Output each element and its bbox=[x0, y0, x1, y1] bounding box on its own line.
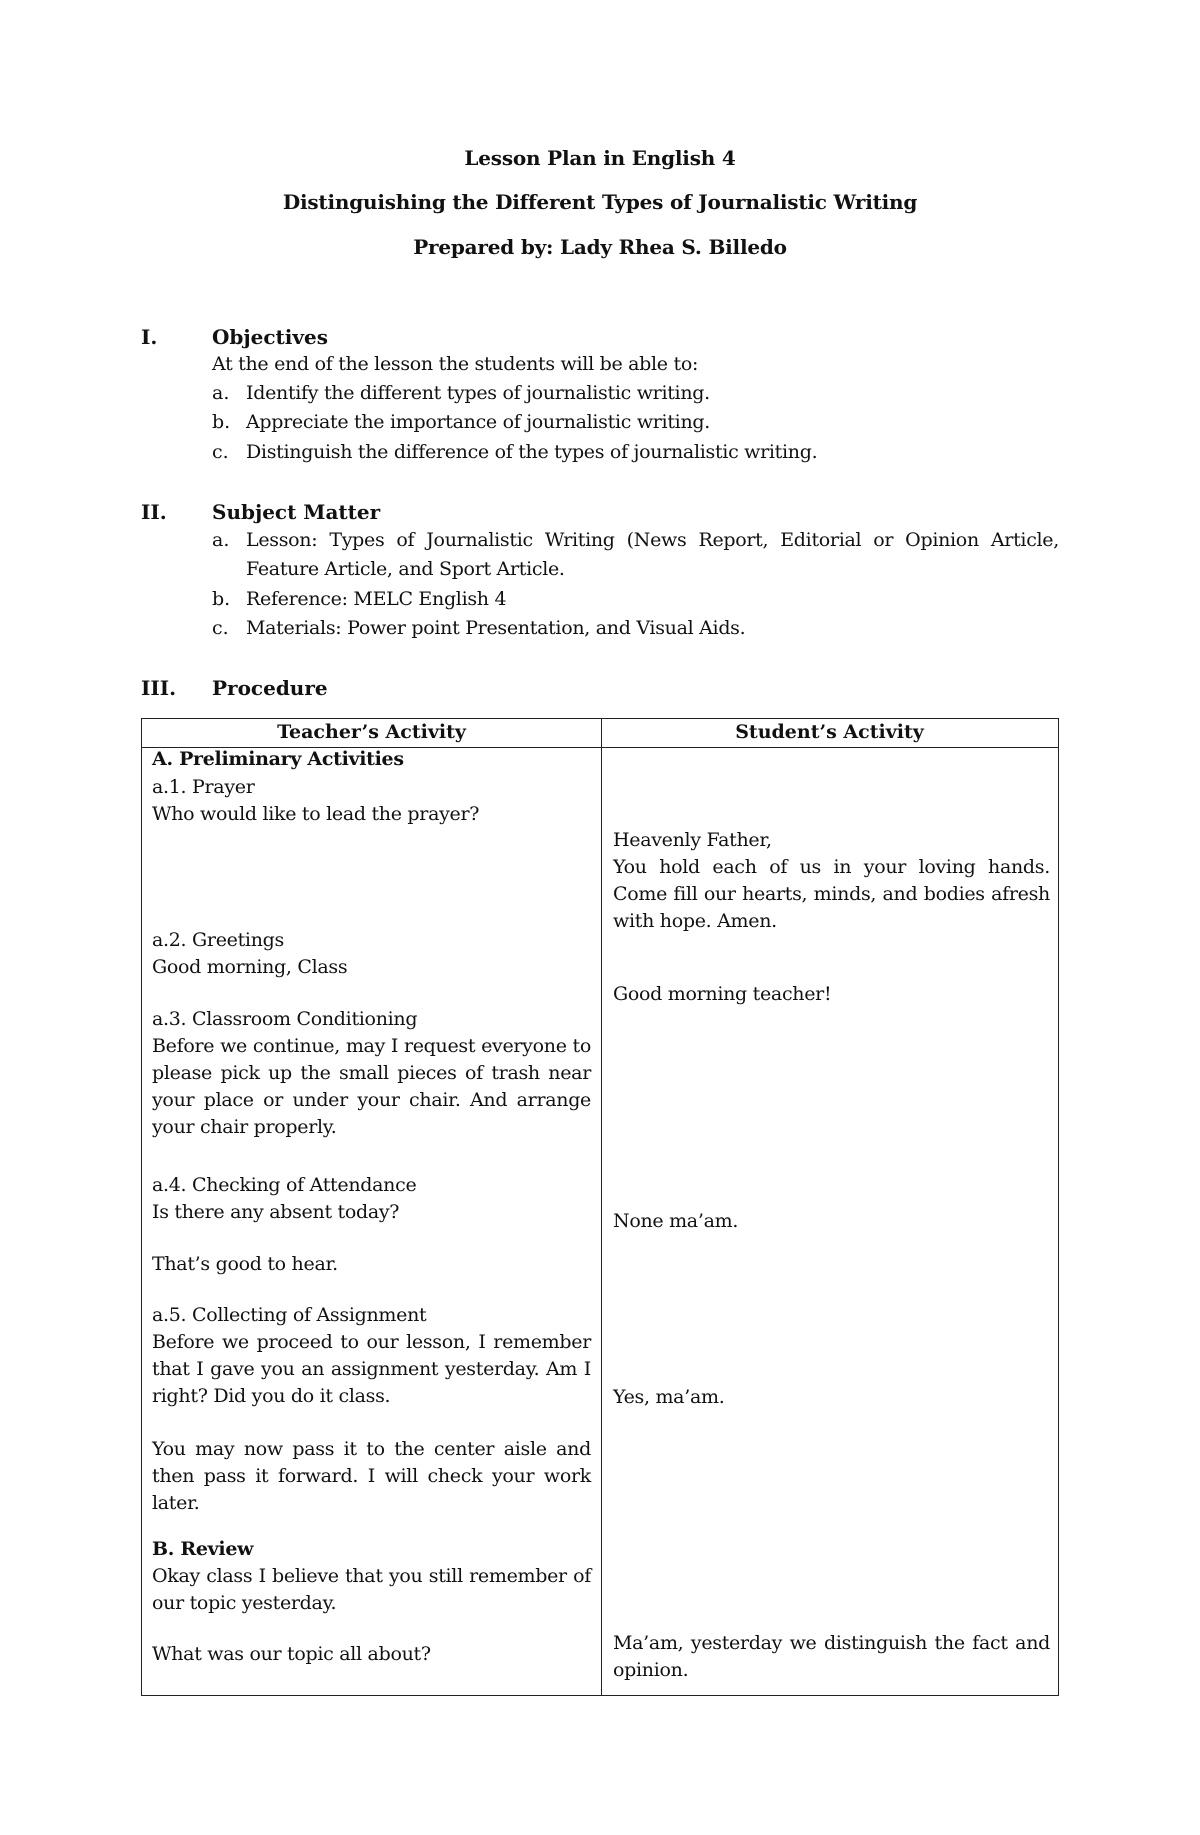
column-divider bbox=[601, 719, 602, 1695]
conditioning-text: Before we continue, may I request everyone to please pick up the small pieces of trash near your place or under your chair. And arrange your chair properly. bbox=[152, 1035, 591, 1138]
review-question: What was our topic all about? bbox=[152, 1643, 431, 1665]
pass-assignment-text: You may now pass it to the center aisle and then pass it forward. I will check your work later. bbox=[152, 1438, 591, 1514]
procedure-number: III. bbox=[141, 676, 177, 700]
subject-c-text: Materials: Power point Presentation, and Visual Aids. bbox=[246, 617, 746, 639]
prayer-label: a.1. Prayer bbox=[152, 776, 255, 798]
assignment-label: a.5. Collecting of Assignment bbox=[152, 1304, 427, 1326]
teacher-activity-header: Teacher’s Activity bbox=[277, 721, 466, 743]
subject-a-text: Lesson: Types of Journalistic Writing (News Report, Editorial or Opinion Article, bbox=[246, 529, 1059, 551]
subject-b-mark: b. bbox=[212, 588, 231, 610]
student-greeting: Good morning teacher! bbox=[613, 983, 832, 1005]
review-heading: B. Review bbox=[152, 1538, 254, 1560]
attendance-question: Is there any absent today? bbox=[152, 1201, 400, 1223]
student-review-answer: Ma’am, yesterday we distinguish the fact and opinion. bbox=[613, 1632, 1050, 1681]
objectives-heading: Objectives bbox=[212, 325, 328, 349]
review-text: Okay class I believe that you still remember of our topic yesterday. bbox=[152, 1565, 591, 1614]
greetings-label: a.2. Greetings bbox=[152, 929, 284, 951]
subject-a-text-cont: Feature Article, and Sport Article. bbox=[246, 558, 565, 580]
attendance-response: That’s good to hear. bbox=[152, 1253, 338, 1275]
page-subtitle: Distinguishing the Different Types of Journalistic Writing bbox=[282, 190, 918, 214]
attendance-label: a.4. Checking of Attendance bbox=[152, 1174, 417, 1196]
subject-a-mark: a. bbox=[212, 529, 230, 551]
objective-c-text: Distinguish the difference of the types of journalistic writing. bbox=[246, 441, 818, 463]
procedure-table bbox=[141, 718, 1059, 1696]
objective-a-mark: a. bbox=[212, 382, 230, 404]
objective-a-text: Identify the different types of journalistic writing. bbox=[246, 382, 710, 404]
objectives-intro: At the end of the lesson the students will be able to: bbox=[212, 353, 699, 375]
objectives-number: I. bbox=[141, 325, 158, 349]
subject-b-text: Reference: MELC English 4 bbox=[246, 588, 507, 610]
prepared-by: Prepared by: Lady Rhea S. Billedo bbox=[413, 235, 787, 259]
subject-matter-heading: Subject Matter bbox=[212, 500, 381, 524]
objective-c-mark: c. bbox=[212, 441, 229, 463]
objective-b-text: Appreciate the importance of journalistic writing. bbox=[246, 411, 710, 433]
assignment-text: Before we proceed to our lesson, I remember that I gave you an assignment yesterday. Am I right? Did you do it class. bbox=[152, 1331, 591, 1407]
student-prayer: Heavenly Father, You hold each of us in your loving hands. Come fill our hearts, minds, and bodies afresh with hope. Amen. bbox=[613, 829, 1050, 932]
conditioning-label: a.3. Classroom Conditioning bbox=[152, 1008, 418, 1030]
objective-b-mark: b. bbox=[212, 411, 231, 433]
preliminary-activities-heading: A. Preliminary Activities bbox=[152, 748, 404, 770]
procedure-heading: Procedure bbox=[212, 676, 328, 700]
student-activity-header: Student’s Activity bbox=[735, 721, 924, 743]
subject-matter-number: II. bbox=[141, 500, 167, 524]
greetings-text: Good morning, Class bbox=[152, 956, 348, 978]
prayer-question: Who would like to lead the prayer? bbox=[152, 803, 480, 825]
subject-c-mark: c. bbox=[212, 617, 229, 639]
student-attendance-answer: None ma’am. bbox=[613, 1210, 739, 1232]
student-assignment-answer: Yes, ma’am. bbox=[613, 1386, 725, 1408]
page-title: Lesson Plan in English 4 bbox=[464, 146, 736, 170]
